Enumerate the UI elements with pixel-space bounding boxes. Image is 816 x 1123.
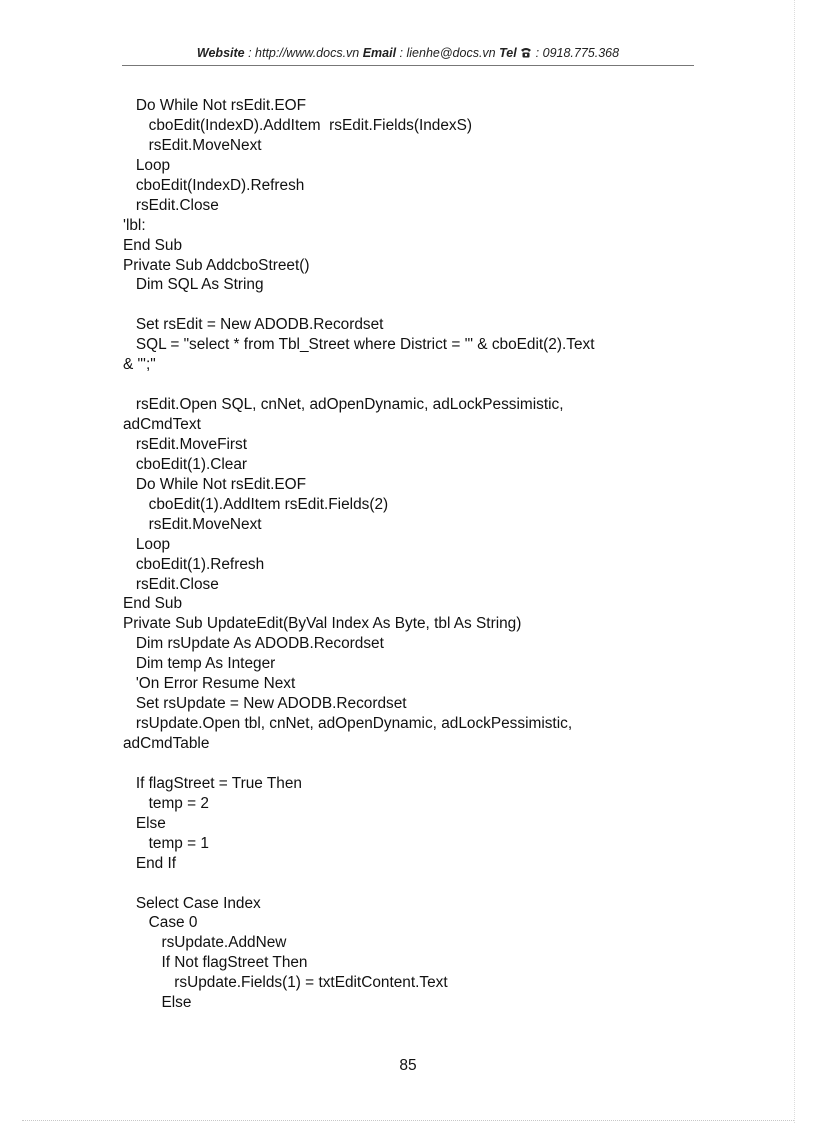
code-line: If Not flagStreet Then bbox=[123, 954, 308, 972]
code-line: Set rsUpdate = New ADODB.Recordset bbox=[123, 695, 407, 713]
code-line: End Sub bbox=[123, 595, 183, 613]
code-listing bbox=[123, 96, 683, 1013]
code-line: Case 0 bbox=[123, 914, 198, 932]
code-line: rsEdit.Close bbox=[123, 196, 219, 214]
page-header bbox=[122, 46, 694, 61]
code-line bbox=[123, 754, 683, 774]
code-line bbox=[123, 375, 683, 395]
page-right-border bbox=[794, 0, 795, 1123]
tel-label: Tel bbox=[499, 46, 517, 60]
tel-value: : 0918.775.368 bbox=[532, 46, 620, 60]
code-line: cboEdit(1).Clear bbox=[123, 455, 248, 473]
code-line: If flagStreet = True Then bbox=[123, 774, 302, 792]
code-line: Private Sub AddcboStreet() bbox=[123, 256, 310, 274]
code-line: Dim SQL As String bbox=[123, 276, 264, 294]
code-line: rsEdit.Close bbox=[123, 575, 219, 593]
code-line: 'On Error Resume Next bbox=[123, 675, 296, 693]
code-line: Dim rsUpdate As ADODB.Recordset bbox=[123, 635, 384, 653]
code-line: adCmdText bbox=[123, 416, 201, 433]
code-line: Dim temp As Integer bbox=[123, 655, 276, 673]
code-line: End If bbox=[123, 854, 177, 872]
code-line: Set rsEdit = New ADODB.Recordset bbox=[123, 316, 384, 334]
code-line: Do While Not rsEdit.EOF bbox=[123, 97, 307, 114]
code-line: rsEdit.MoveNext bbox=[123, 515, 262, 533]
code-line: 'lbl: bbox=[123, 216, 146, 234]
code-line: SQL = "select * from Tbl_Street where District = '" & cboEdit(2).Text bbox=[123, 336, 595, 354]
website-label: Website bbox=[196, 46, 245, 60]
website-value: : http://www.docs.vn bbox=[244, 46, 363, 60]
code-line: temp = 1 bbox=[123, 834, 209, 852]
code-line: adCmdTable bbox=[123, 735, 210, 752]
code-line: Else bbox=[123, 814, 166, 832]
code-line: cboEdit(IndexD).Refresh bbox=[123, 176, 305, 194]
email-label: Email bbox=[362, 46, 397, 60]
code-line: Loop bbox=[123, 156, 171, 174]
code-line: rsUpdate.AddNew bbox=[123, 934, 287, 952]
page-number: 85 bbox=[399, 1057, 417, 1074]
phone-icon bbox=[520, 47, 532, 61]
code-line: cboEdit(1).AddItem rsEdit.Fields(2) bbox=[123, 495, 389, 513]
code-line: End Sub bbox=[123, 236, 183, 254]
page-bottom-border bbox=[22, 1120, 794, 1121]
header-rule bbox=[122, 65, 694, 66]
code-line: Loop bbox=[123, 535, 171, 553]
code-line: rsUpdate.Fields(1) = txtEditContent.Text bbox=[123, 974, 448, 992]
code-line: rsEdit.MoveNext bbox=[123, 136, 262, 154]
code-line: rsUpdate.Open tbl, cnNet, adOpenDynamic, adLockPessimistic, bbox=[123, 715, 573, 733]
code-line: & "';" bbox=[123, 356, 156, 374]
code-line: Select Case Index bbox=[123, 894, 261, 912]
email-value: : lienhe@docs.vn bbox=[396, 46, 500, 60]
code-line bbox=[123, 874, 683, 894]
code-line: cboEdit(1).Refresh bbox=[123, 555, 265, 573]
code-line: Else bbox=[123, 994, 192, 1012]
code-line bbox=[123, 295, 683, 315]
code-line: rsEdit.MoveFirst bbox=[123, 435, 247, 453]
code-line: temp = 2 bbox=[123, 794, 209, 812]
code-line: Do While Not rsEdit.EOF bbox=[123, 475, 307, 493]
code-line: cboEdit(IndexD).AddItem rsEdit.Fields(IndexS) bbox=[123, 116, 472, 134]
code-line: rsEdit.Open SQL, cnNet, adOpenDynamic, adLockPessimistic, bbox=[123, 396, 564, 414]
code-line: Private Sub UpdateEdit(ByVal Index As Byte, tbl As String) bbox=[123, 615, 522, 633]
